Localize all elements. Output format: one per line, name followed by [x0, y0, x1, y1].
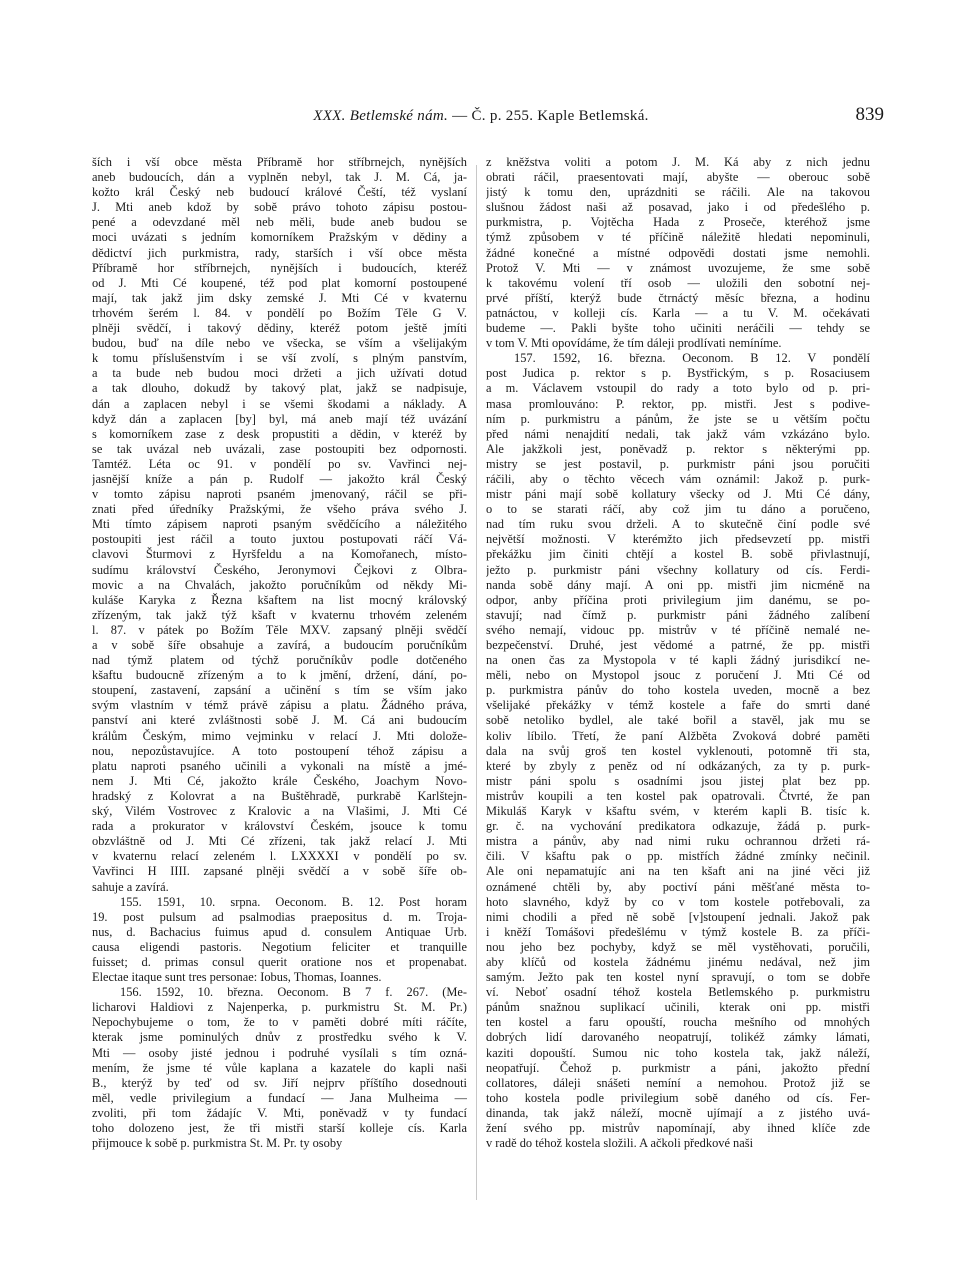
text-line: nou jeho bez pochyby, když se měl vystěhovati, poručili, [486, 939, 870, 954]
text-line: ský, Vilém Vostrovec z Kralovic a na Vlašimi, J. Mti Cé [92, 804, 467, 819]
text-line: a m. Václavem vstoupil do rady a toto bylo od p. pri- [486, 381, 870, 396]
text-line: od J. Mti Cé koupené, též pod plat komorní postoupené [92, 275, 467, 290]
text-line: Ale oni nepamatujíc ani na ten kšaft ani na jiné věci již [486, 864, 870, 879]
text-line: čili. V kšaftu pak o pp. mistřích žádné zmínky nečinil. [486, 849, 870, 864]
text-line: když dán a zaplacen [by] byl, má aneb mají též uvázání [92, 411, 467, 426]
text-line: nou, nepozůstavujíce. A toto postoupení téhož zápisu a [92, 743, 467, 758]
text-line: největší možnosti. V kterémžto jich předsevzetí pp. mistři [486, 532, 870, 547]
text-line: ráčili, aby o těchto věcech vám oznámil: Jakož p. purk- [486, 471, 870, 486]
text-line: se tak uvázal neb uvázali, zase postoupiti bez odpornosti. [92, 441, 467, 456]
text-line: přijmouce k sobě p. purkmistra St. M. Pr. ty osoby [92, 1136, 343, 1151]
text-line: králům Českým, mimo vejminku v relací J. Mti dolože- [92, 728, 467, 743]
text-line: dán a zaplacen nebyl i se všemi škodami a náklady. A [92, 396, 467, 411]
text-line: ten kostel a faru opouští, rouchа mešního od mnohých [486, 1015, 870, 1030]
text-line: k tomu příslušenstvím i se vší zvolí, s plným panstvím, [92, 351, 467, 366]
text-line: znati před úředníky Pražskými, že všeho práva svého J. [92, 502, 467, 517]
text-line: nimi chodili a před ně sobě [v]stoupení jednali. Jakož pak [486, 909, 870, 924]
text-line: zvoliti, při tom žádajíc V. Mti, poněvadž v ty fundací [92, 1105, 467, 1120]
text-line: sahuje a zavírá. [92, 879, 169, 894]
text-line: žádné konečné a místné odpovědi dostati jsme nemohli. [486, 245, 870, 260]
text-line: mistr páni spolu s osadními jsou jistej plat bez pp. [486, 773, 870, 788]
text-line: jistý k tomu den, uprázdniti se ráčili. Ale na takovou [486, 185, 870, 200]
text-line: Příbramě hor stříbrnejch, nynějších i budoucích, kteréž [92, 260, 467, 275]
text-line: ježto p. purkmistr páni všechny kollatury od cís. Ferdi- [486, 562, 870, 577]
text-line: mením, že jsme té vůle kaplana a kazatele do kapli naši [92, 1060, 467, 1075]
text-line: B., kterýž by teď od sv. Jiří nejprv příštího dosednouti [92, 1075, 467, 1090]
text-line: kaziti dopouští. Sumou nic toho kostela tak, jakž náleží, [486, 1045, 870, 1060]
text-line: hradský z Kolovrat a na Buštěhradě, purkrabě Karlštejn- [92, 788, 467, 803]
text-line: všelijaké překážky v témž kostele a faře do smrti dané [486, 698, 870, 713]
text-line: sudímu království Českého, Jeronymovi Čejkovi z Olbra- [92, 562, 467, 577]
text-line: i kněží Tomášovi předešlému v týmž kostele B. za příči- [486, 924, 870, 939]
text-line: kšaftu budoucně zřízeným a to k jmění, držení, dání, po- [92, 668, 467, 683]
text-line: platu naproti psaného učinili a vykonali na místě a jmé- [92, 758, 467, 773]
text-line: toho dolozeno jest, že tři mistři starší kolleje cís. Karla [92, 1121, 467, 1135]
text-line: nanda sobě dány mají. A oni pp. mistři jim nicméně na [486, 577, 870, 592]
text-line: 19. post pulsum ad psalmodias praepositus d. m. Troja- [92, 909, 467, 924]
text-line: Mti tímto zápisem naproti psaným svědčícího a náležitého [92, 517, 467, 532]
text-line: aby klíčů od kostela žádnému jinému nedával, než jim [486, 954, 870, 969]
text-line: z kněžstva voliti a potom J. M. Ká aby z nich jednu [486, 155, 870, 169]
text-line: na onen čas za Mystopola v té kapli žádný jurisdikcí ne- [486, 653, 870, 668]
running-title-section: XXX. Betlemské nám. [313, 108, 449, 124]
text-line: neopatřují. Čehož p. purkmistr a páni, jakožto přední [486, 1060, 870, 1075]
text-line: licharovi Haldiovi z Najenperka, p. purkmistru St. M. Pr.) [92, 1000, 467, 1015]
text-line: nus, d. Bachacius fuimus apud d. consulem Antiquae Urb. [92, 924, 467, 939]
text-line: aneb budoucích, dán a vyplněn nebyl, tak J. M. Cá, ja- [92, 170, 467, 185]
text-line: které by zbyly z peněz od ní odkázaných, za ty p. purk- [486, 758, 870, 773]
text-line: clavovi Šturmovi z Hyršfeldu a na Komořanech, místo- [92, 547, 467, 562]
running-header [92, 104, 884, 130]
text-line: v tom V. Mti opovídáme, že tím dáleji prodlívati nemíníme. [486, 336, 782, 351]
text-line: 156. 1592, 10. března. Oeconom. B 7 f. 267. (Me- [120, 985, 467, 1000]
text-line: samým. Ježto pak ten kostel nyní spravují, o tom se dobře [486, 970, 870, 985]
text-line: purkmistra, p. Vojtěcha Hada z Proseče, kteréhož jsme [486, 215, 870, 230]
text-line: v tomto zápisu naproti psaném jmenovaný, ráčil se při- [92, 487, 467, 502]
text-line: kožto král Český neb budoucí králové Čeští, též vyslaní [92, 185, 467, 200]
text-line: Tamtéž. Léta oc 91. v pondělí po sv. Vavřinci nej- [92, 456, 467, 471]
text-line: oznámené chtěli by, aby poctiví páni měšťané města to- [486, 879, 870, 894]
text-line: postoupiti jest ráčil a touto juxtou postupovati ráčí Vá- [92, 532, 467, 547]
running-title-rest: — Č. p. 255. Kaple Betlemská. [452, 108, 649, 124]
text-line: dala na svůj groš ten kostel vyklenouti, potomně tři sta, [486, 743, 870, 758]
text-line: dinanda, tak jakž náleží, mocně ujímají a z jistého uvá- [486, 1105, 870, 1120]
text-line: mistra a pánův, aby nad nimi ruku ochrannou držeti rá- [486, 834, 870, 849]
text-line: movic a na Chvalách, jakožto poručníkům od někdy Mi- [92, 577, 467, 592]
text-line: dobrých lidí darovaného neopatrují, tolikéž zámky lámati, [486, 1030, 870, 1045]
text-line: před námi nenajdití nedali, tak jakž vám vzkázáno bylo. [486, 426, 870, 441]
text-line: a ta bude neb budou moci držeti a jich užívati dotud [92, 366, 467, 381]
text-line: bezpečenství. Druhé, jest vědomé a patrné, že pp. mistři [486, 638, 870, 652]
text-line: mají, tak jakž jim dsky zemské J. Mti Cé v kvaternu [92, 290, 467, 305]
text-line: pené a odevzdané měl neb měli, bude aneb budou se [92, 215, 467, 230]
text-line: nad týmž platem od týchž poručníkův podle dotčeného [92, 653, 467, 668]
text-line: prvé příští, kterýž bude čtrnáctý měsíc března, a hodinu [486, 290, 870, 305]
text-line: budeme —. Pakli byšte toho učiniti neráčili — tehdy se [486, 321, 870, 336]
text-line: nem J. Mti Cé, jakožto krále Českého, Joachym Novo- [92, 773, 467, 788]
text-line: měl, vedle privilegium a fundací — Jana Mulheima — [92, 1090, 467, 1105]
text-line: s komorníkem zase z desk propustiti a dědin, v kteréž by [92, 426, 467, 441]
text-line: obrati ráčil, praesentovati mají, abyšte — oberouc sobě [486, 170, 870, 185]
text-line: žení svého pp. mistrův napomínají, aby ihned klíče zde [486, 1121, 870, 1135]
text-line: koliv líbilo. Třetí, že paní Alžběta Zvoková dobré paměti [486, 728, 870, 743]
text-line: mistr páni mají sobě kollatury všecky od J. Mti Cé dány, [486, 487, 870, 502]
text-line: kterak jsme pominulých dnův z prostředku svého k V. [92, 1030, 467, 1045]
text-line: ním p. purkmistru a pánům, že jste se u větším počtu [486, 411, 870, 426]
text-line: Nepochybujeme o tom, že to v paměti dobré míti ráčíte, [92, 1015, 467, 1030]
text-line: plněji svědčí, i takový dědiny, kteréž potom ještě jmíti [92, 321, 467, 336]
text-line: 157. 1592, 16. března. Oeconom. B 12. V pondělí [514, 351, 870, 366]
text-line: mistrův koupili a ten kostel pak opatrovali. Čtvrté, že pan [486, 788, 870, 803]
text-line: fuisset; d. primas consul querit oratione nos et propenabat. [92, 954, 467, 969]
right-text-column [486, 155, 870, 1151]
text-line: rada a prokurator v království Českém, jsouce k tomu [92, 819, 467, 834]
text-line: stavují; nad čímž p. purkmistr páni žádného zalíbení [486, 607, 870, 622]
text-line: gr. č. na vychování predikatora odkazuje, žádá p. purk- [486, 819, 870, 834]
text-line: mistry se jest postavil, p. purkmistr páni jsou poručiti [486, 456, 870, 471]
text-line: moci uvázati s jedním komorníkem Pražským v dědiny a [92, 230, 467, 245]
text-line: stoupení, zastavení, zapsání a učinění s tím se vším jako [92, 683, 467, 698]
text-line: J. Mti aneb kdož by sobě právo tohoto zápisu postou- [92, 200, 467, 215]
text-line: 155. 1591, 10. srpna. Oeconom. B. 12. Post horam [120, 894, 467, 909]
text-line: panství ani které zvláštnosti sobě J. M. Cá ani budoucím [92, 713, 467, 728]
text-line: ších i vší obce města Příbramě hor stříbrnejch, nynějších [92, 155, 467, 169]
text-line: svým vlastním v témž právě zápisu a platu. Žádného práva, [92, 698, 467, 713]
text-line: hoto slavného, když by co v tom kostele potřebovali, za [486, 894, 870, 909]
page-number: 839 [855, 104, 884, 125]
text-line: masa promlouváno: P. rektor, pp. mistři. Jest s podive- [486, 396, 870, 411]
left-text-column [92, 155, 467, 1151]
text-line: jasnější kníže a pán p. Rudolf — jakožto král Český [92, 471, 467, 486]
text-line: causa eligendi pastoris. Negotium feliciter et tranquille [92, 939, 467, 954]
text-line: Ale jakžkoli jest, poněvadž p. rektor s některými pp. [486, 441, 870, 456]
text-line: o to se starati ráčí, aby což jim tu dáno a poručeno, [486, 502, 870, 517]
text-line: v kvaternu relací zeleném l. LXXXXI v pondělí po sv. [92, 849, 467, 864]
text-line: nad tím ruku svou drželi. A to skutečně činí podle své [486, 517, 870, 532]
text-line: toho kostela podle privilegium sobě daného od cís. Fer- [486, 1090, 870, 1105]
text-line: Vavřinci H IIII. zapsané plněji svědčí a v sobě šíře ob- [92, 864, 467, 879]
text-line: Mti — osoby jisté jednou i podruhé vysílali s tím ozná- [92, 1045, 467, 1060]
text-line: Electae itaque sunt tres personae: Iobus, Thomas, Ioannes. [92, 970, 382, 985]
text-line: sobě netoliko bydlel, ale také bořil a stavěl, jak mu se [486, 713, 870, 728]
text-line: obzvláštně od J. Mti Cé zřízeni, tak jakž relací J. Mti [92, 834, 467, 849]
text-line: měli, nebo on Mystopol jsouc z poručení J. Mti Cé od [486, 668, 870, 683]
text-line: Mikuláš Karyk v kšaftu svém, v kterém kapli B. tisíc k. [486, 804, 870, 819]
text-line: post Judica p. rektor s p. Bystřickým, s p. Rosaciusem [486, 366, 870, 381]
text-line: pánům snažnou suplikací učinili, kterak oni pp. mistři [486, 1000, 870, 1015]
text-line: collatores, dáleji snášeti nemíní a nemohou. Protož již se [486, 1075, 870, 1090]
text-line: a tak dlouho, dokudž by takový plat, jakž se nadpisuje, [92, 381, 467, 396]
text-line: patnáctou, v kolleji cís. Karla — a tu V. M. očekávati [486, 305, 870, 320]
text-line: l. 87. v pátek po Božím Těle MXV. zapsaný plněji svědčí [92, 622, 467, 637]
text-line: p. purkmistra pánův do toho kostela uveden, mocně a bez [486, 683, 870, 698]
text-line: kuláše Karyka z Řezna kšaftem na list mocný královský [92, 592, 467, 607]
running-title [92, 108, 870, 125]
text-line: týmž způsobem v té příčině náležitě hledati nepominuli, [486, 230, 870, 245]
text-line: dědictví jich purkmistra, rady, starších i vší obce města [92, 245, 467, 260]
text-line: slušnou žádost naši až posavad, jako i od předešlého p. [486, 200, 870, 215]
text-line: k takovému volení tří osob — uložili den sobotní nej- [486, 275, 870, 290]
text-line: odpor, anby příčina proti privilegium jim danému, se po- [486, 592, 870, 607]
text-line: v radě do téhož kostela složili. A ačkoli předkové naši [486, 1136, 754, 1151]
text-line: překážku jim činiti chtějí a kostel B. sobě přivlastnují, [486, 547, 870, 562]
text-line: budou, buď na díle nebo ve všecka, se vším a všelijakým [92, 336, 467, 351]
text-line: trhovém šerém l. 84. v pondělí po Božím Těle G V. [92, 305, 467, 320]
text-line: svého nemají, vidouc pp. mistrův v té příčině nemalé ne- [486, 622, 870, 637]
text-line: ví. Neboť osadní téhož kostela Betlemského p. purkmistru [486, 985, 870, 1000]
column-divider [476, 165, 477, 1200]
text-line: Protož V. Mti — v známost uvozujeme, že sme sobě [486, 260, 870, 275]
text-line: zřízeným, tak jakž týž kšaft v kvaternu trhovém zeleném [92, 607, 467, 622]
text-line: a v sobě šíře obsahuje a zavírá, a budoucím poručníkům [92, 638, 467, 652]
